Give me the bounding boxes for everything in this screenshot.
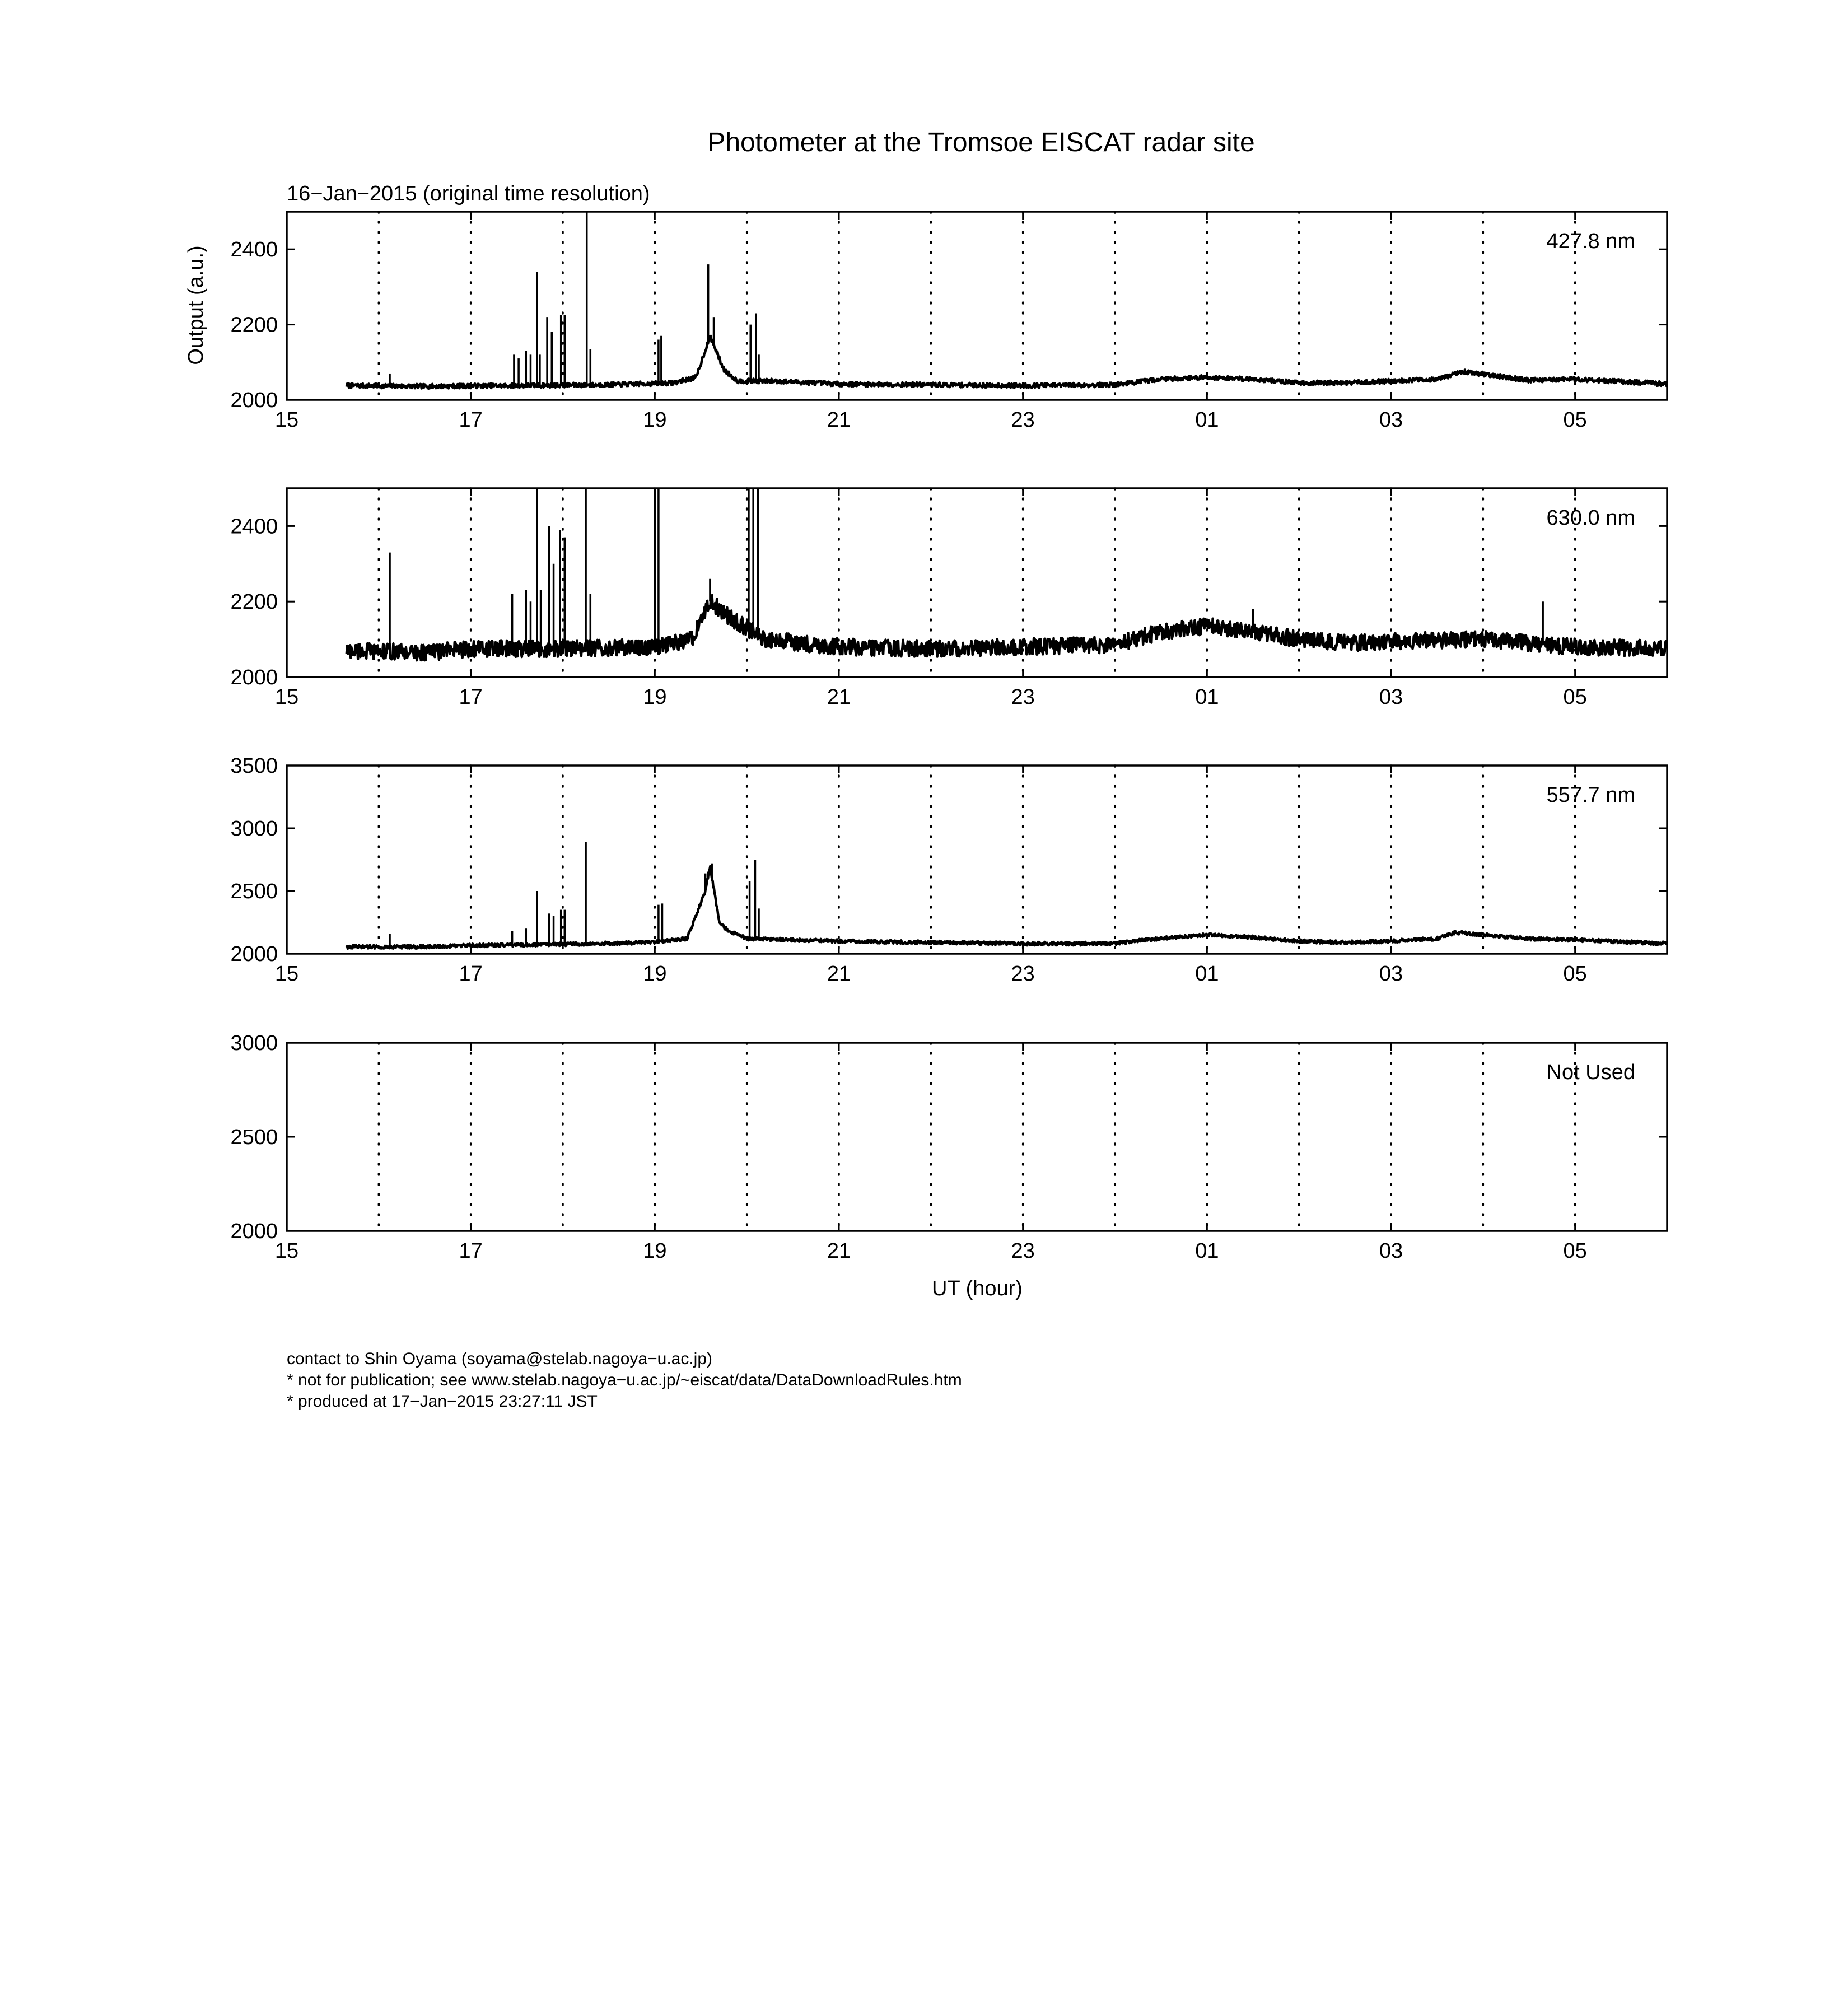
x-tick-label: 01 [1195,1239,1219,1263]
x-tick-label: 05 [1563,1239,1587,1263]
x-tick-label: 05 [1563,685,1587,709]
y-tick-label: 2500 [230,1126,278,1149]
footer-notes [287,1348,962,1412]
y-tick-label: 2000 [230,942,278,966]
y-tick-label: 2200 [230,313,278,337]
y-tick-label: 2000 [230,1220,278,1243]
figure-title: Photometer at the Tromsoe EISCAT radar site [707,128,1255,157]
x-tick-label: 21 [827,962,851,986]
x-tick-label: 17 [459,962,483,986]
y-tick-label: 2000 [230,389,278,412]
x-tick-label: 03 [1379,1239,1403,1263]
x-tick-label: 23 [1011,685,1035,709]
x-tick-label: 03 [1379,962,1403,986]
y-tick-label: 2200 [230,590,278,614]
x-tick-label: 23 [1011,408,1035,432]
x-tick-label: 01 [1195,408,1219,432]
y-axis-label: Output (a.u.) [184,245,208,365]
y-tick-label: 2500 [230,880,278,903]
y-tick-label: 3000 [230,817,278,841]
footer-produced-at: * produced at 17−Jan−2015 23:27:11 JST [287,1392,598,1411]
x-tick-label: 19 [643,408,667,432]
x-tick-label: 15 [274,962,299,986]
x-tick-label: 15 [274,408,299,432]
x-tick-label: 01 [1195,962,1219,986]
y-tick-label: 2400 [230,515,278,539]
x-tick-label: 21 [827,685,851,709]
x-axis-label: UT (hour) [932,1277,1023,1300]
x-tick-label: 01 [1195,685,1219,709]
y-tick-label: 3500 [230,754,278,778]
figure-subtitle: 16−Jan−2015 (original time resolution) [287,182,650,206]
panel-label: 630.0 nm [1546,506,1635,530]
x-tick-label: 17 [459,408,483,432]
footer-contact: contact to Shin Oyama (soyama@stelab.nagoya−u.ac.jp) [287,1350,713,1368]
x-tick-label: 17 [459,685,483,709]
x-tick-label: 19 [643,1239,667,1263]
y-tick-label: 2000 [230,666,278,689]
panel-label: 557.7 nm [1546,783,1635,807]
panel-label: Not Used [1546,1061,1635,1084]
x-tick-label: 19 [643,962,667,986]
panel-label: 427.8 nm [1546,230,1635,253]
x-tick-label: 05 [1563,408,1587,432]
x-tick-label: 15 [274,685,299,709]
y-tick-label: 2400 [230,238,278,262]
x-tick-label: 03 [1379,408,1403,432]
x-tick-label: 05 [1563,962,1587,986]
x-tick-label: 15 [274,1239,299,1263]
x-tick-label: 21 [827,1239,851,1263]
x-tick-label: 17 [459,1239,483,1263]
y-tick-label: 3000 [230,1032,278,1055]
x-tick-label: 21 [827,408,851,432]
x-tick-label: 03 [1379,685,1403,709]
footer-publication-note: * not for publication; see www.stelab.nagoya−u.ac.jp/~eiscat/data/DataDownloadRules.htm [287,1371,962,1389]
x-tick-label: 23 [1011,962,1035,986]
x-tick-label: 19 [643,685,667,709]
x-tick-label: 23 [1011,1239,1035,1263]
